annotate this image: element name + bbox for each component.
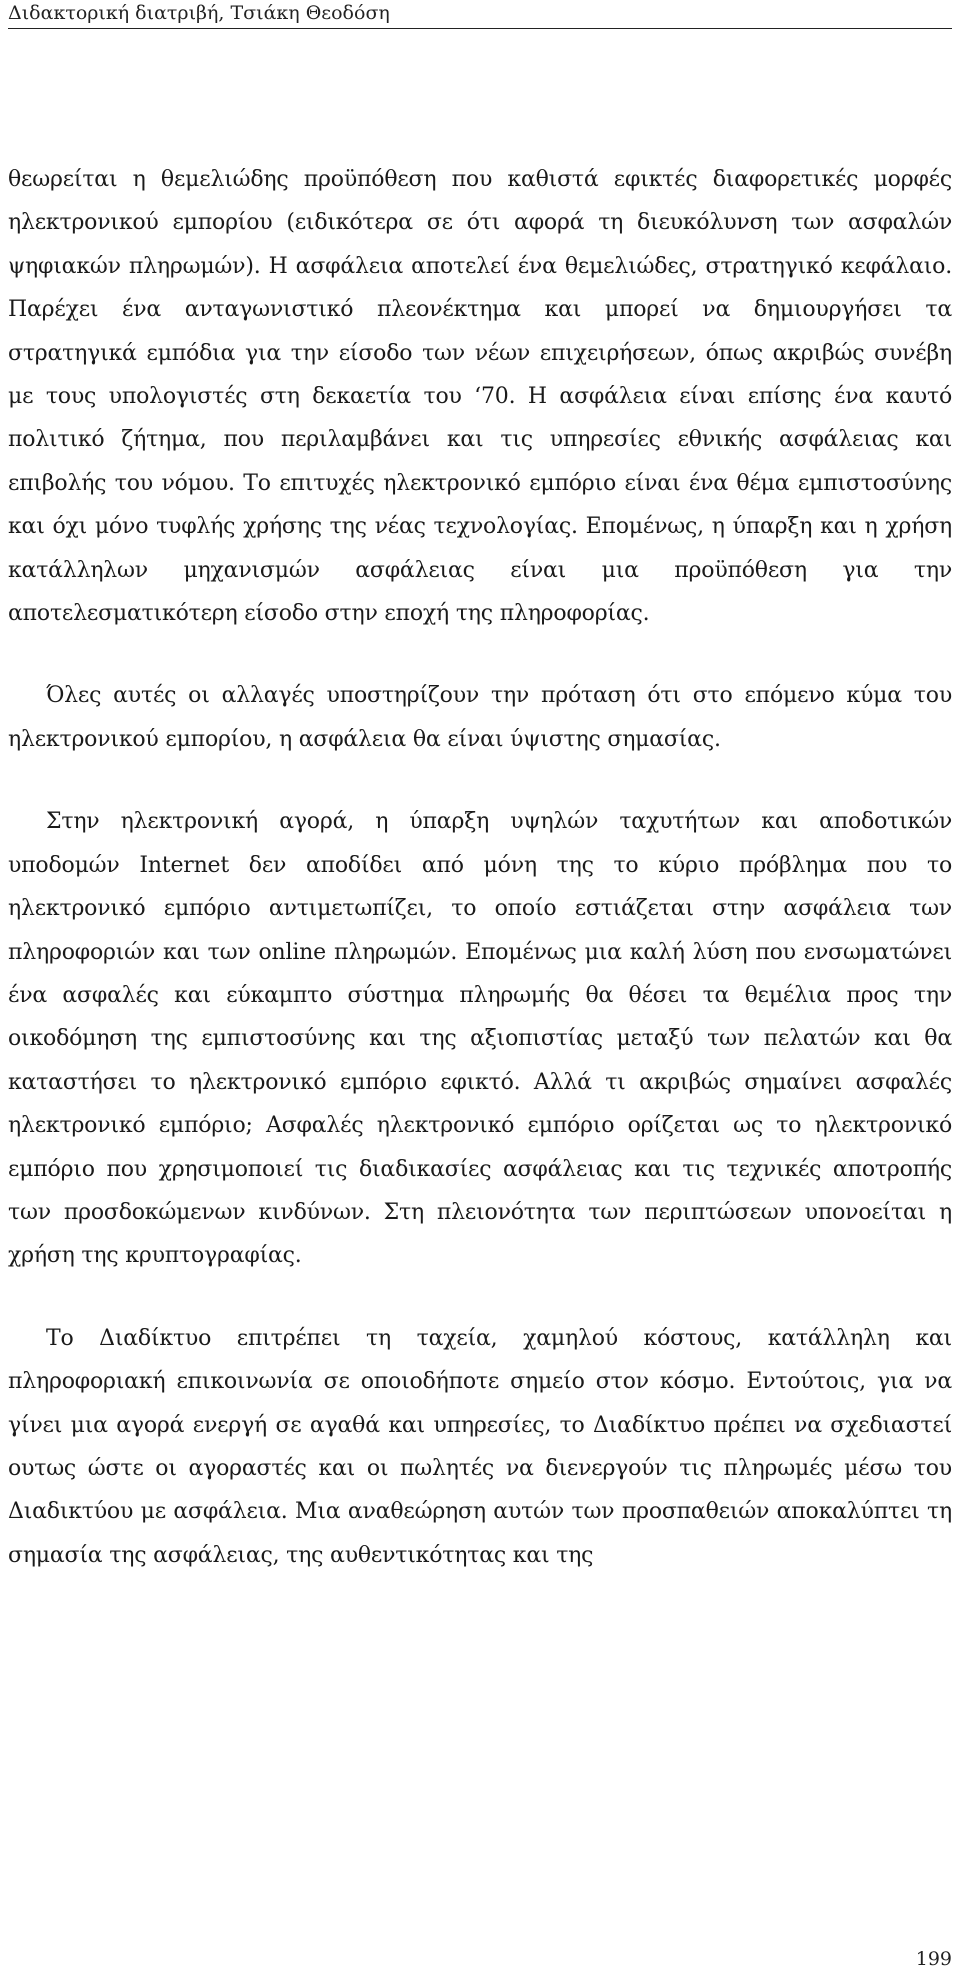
page-number: 199 [915, 1948, 952, 1970]
paragraph-3: Στην ηλεκτρονική αγορά, η ύπαρξη υψηλών ταχυτήτων και αποδοτικών υποδομών Internet δεν αποδίδει από μόνη της το κύριο πρόβλημα που το ηλεκτρονικό εμπόριο αντιμετωπίζει, το οποίο εστιάζεται στην ασφάλεια των πληροφοριών και των online πληρωμών. Επομένως μια καλή λύση που ενσωματώνει ένα ασφαλές και εύκαμπτο σύστημα πληρωμής θα θέσει τα θεμέλια προς την οικοδόμηση της εμπιστοσύνης και της αξιοπιστίας μεταξύ των πελατών και θα καταστήσει το ηλεκτρονικό εμπόριο εφικτό. Αλλά τι ακριβώς σημαίνει ασφαλές ηλεκτρονικό εμπόριο; Ασφαλές ηλεκτρονικό εμπόριο ορίζεται ως το ηλεκτρονικό εμπόριο που χρησιμοποιεί τις διαδικασίες ασφάλειας και τις τεχνικές αποτροπής των προσδοκώμενων κινδύνων. Στη πλειονότητα των περιπτώσεων υπονοείται η χρήση της κρυπτογραφίας. [8, 809, 952, 1269]
paragraph-1: θεωρείται η θεμελιώδης προϋπόθεση που καθιστά εφικτές διαφορετικές μορφές ηλεκτρονικού εμπορίου (ειδικότερα σε ότι αφορά τη διευκόλυνση των ασφαλών ψηφιακών πληρωμών). Η ασφάλεια αποτελεί ένα θεμελιώδες, στρατηγικό κεφάλαιο. Παρέχει ένα ανταγωνιστικό πλεονέκτημα και μπορεί να δημιουργήσει τα στρατηγικά εμπόδια για την είσοδο των νέων επιχειρήσεων, όπως ακριβώς συνέβη με τους υπολογιστές στη δεκαετία του ‘70. Η ασφάλεια είναι επίσης ένα καυτό πολιτικό ζήτημα, που περιλαμβάνει και τις υπηρεσίες εθνικής ασφάλειας και επιβολής του νόμου. Το επιτυχές ηλεκτρονικό εμπόριο είναι ένα θέμα εμπιστοσύνης και όχι μόνο τυφλής χρήσης της νέας τεχνολογίας. Επομένως, η ύπαρξη και η χρήση κατάλληλων μηχανισμών ασφάλειας είναι μια προϋπόθεση για την αποτελεσματικότερη είσοδο στην εποχή της πληροφορίας. [8, 167, 952, 627]
running-title: Διδακτορική διατριβή, Τσιάκη Θεοδόση [8, 2, 390, 24]
running-header [8, 0, 952, 29]
page-body [8, 158, 952, 1577]
paragraph-4: Το Διαδίκτυο επιτρέπει τη ταχεία, χαμηλού κόστους, κατάλληλη και πληροφοριακή επικοινωνία σε οποιοδήποτε σημείο στον κόσμο. Εντούτοις, για να γίνει μια αγορά ενεργή σε αγαθά και υπηρεσίες, το Διαδίκτυο πρέπει να σχεδιαστεί ουτως ώστε οι αγοραστές και οι πωλητές να διενεργούν τις πληρωμές μέσω του Διαδικτύου με ασφάλεια. Μια αναθεώρηση αυτών των προσπαθειών αποκαλύπτει τη σημασία της ασφάλειας, της αυθεντικότητας και της [8, 1325, 952, 1568]
paragraph-2: Όλες αυτές οι αλλαγές υποστηρίζουν την πρόταση ότι στο επόμενο κύμα του ηλεκτρονικού εμπορίου, η ασφάλεια θα είναι ύψιστης σημασίας. [8, 683, 952, 752]
